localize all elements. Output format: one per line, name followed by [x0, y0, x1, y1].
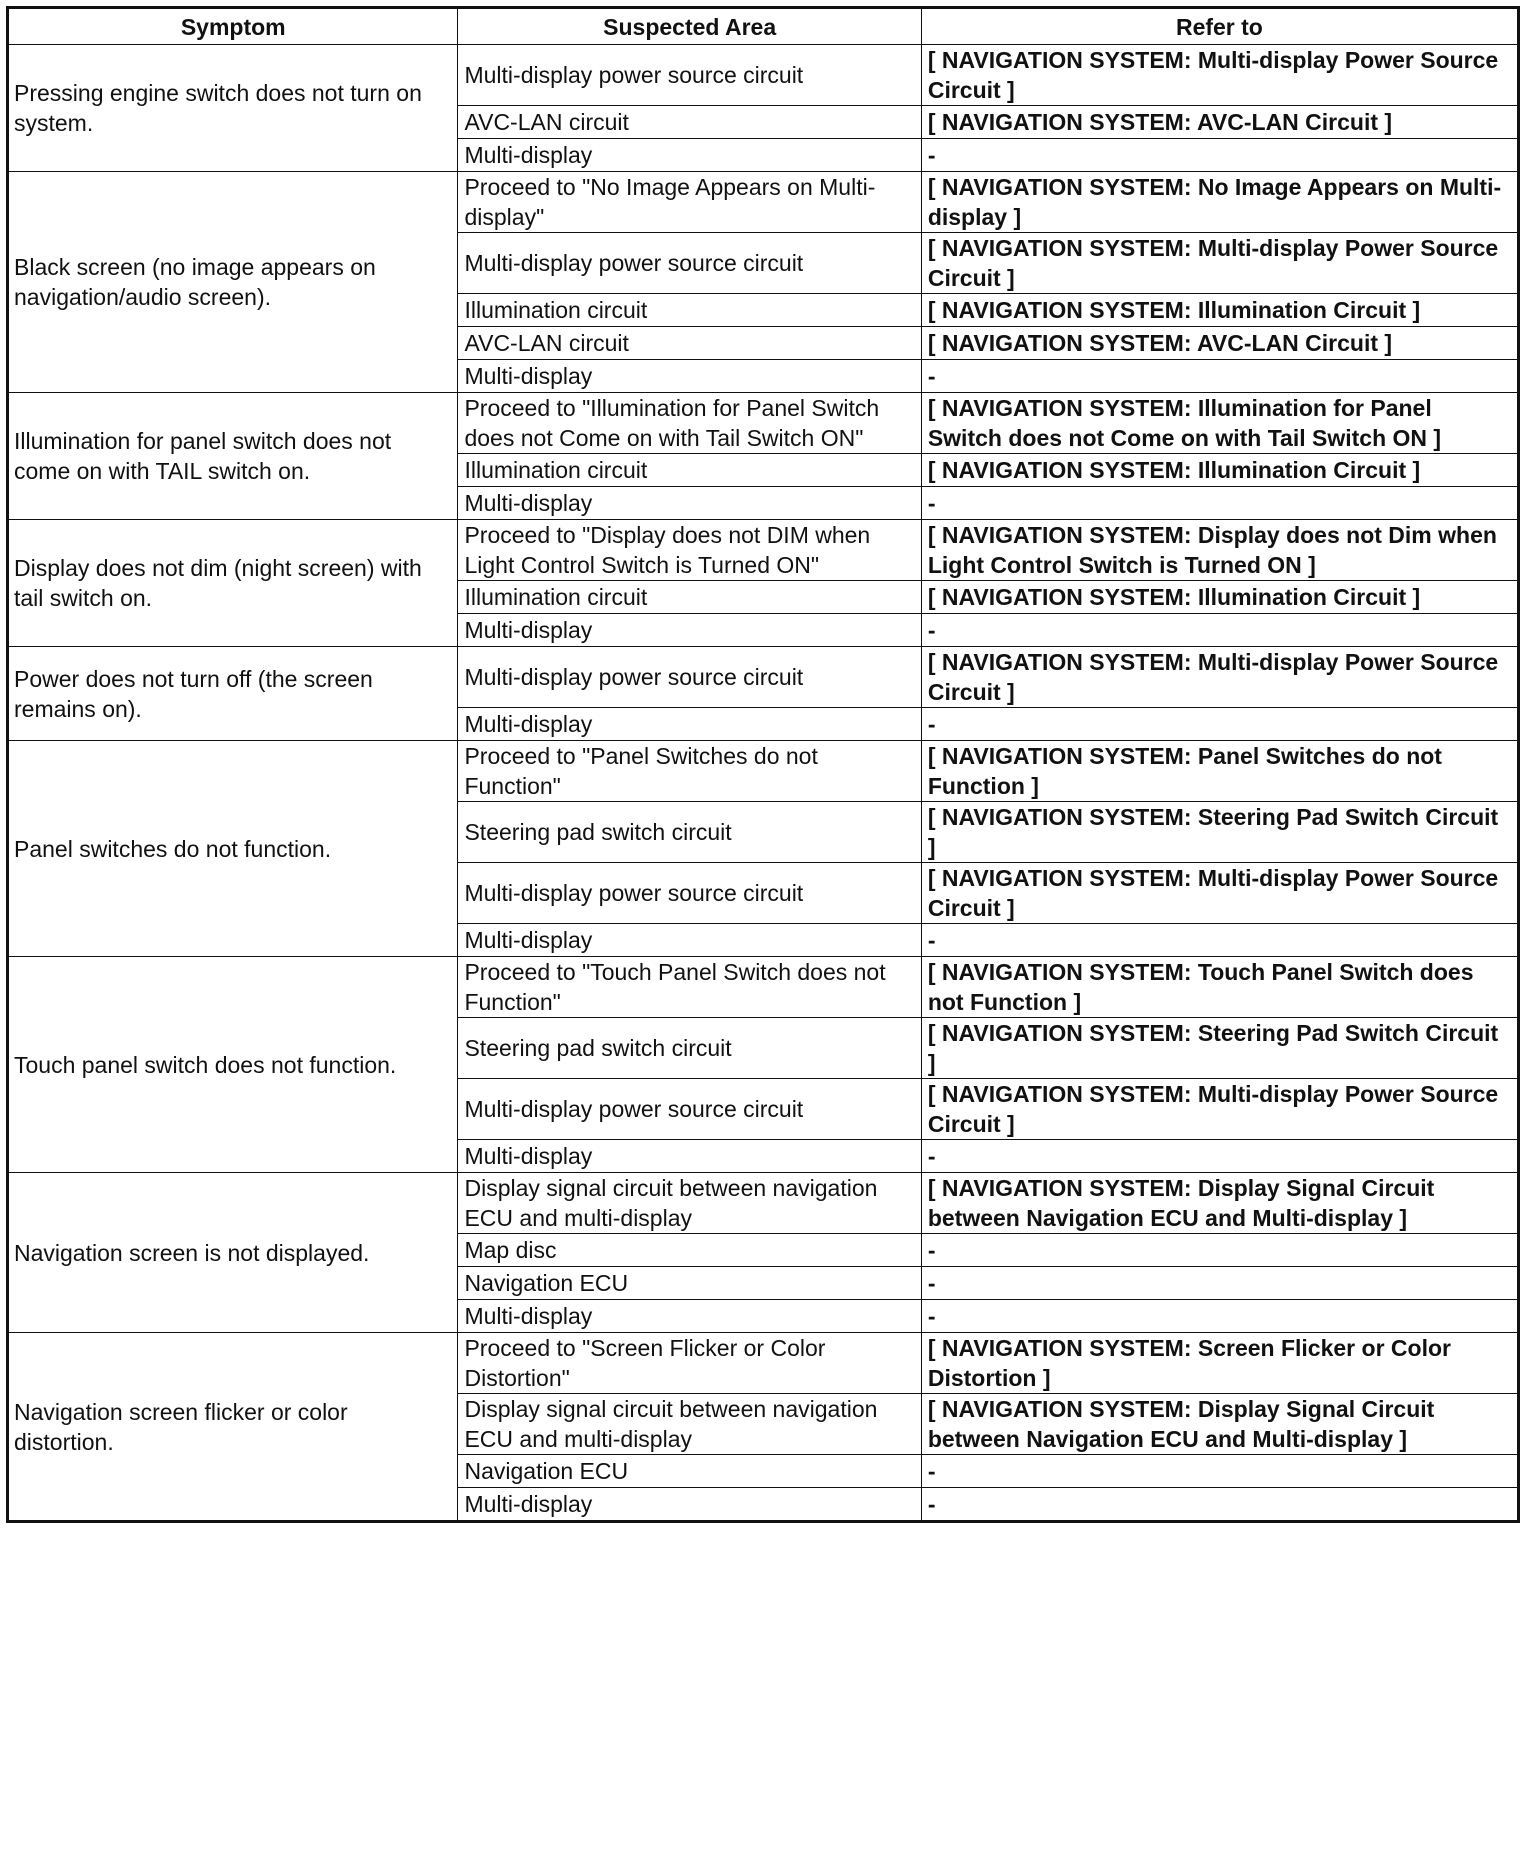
- refer-to-cell: [ NAVIGATION SYSTEM: AVC-LAN Circuit ]: [921, 106, 1518, 139]
- table-row: [8, 520, 1519, 581]
- page: [6, 6, 1520, 1523]
- suspected-area-cell: Multi-display: [458, 614, 921, 647]
- suspected-area-cell: Steering pad switch circuit: [458, 802, 921, 863]
- refer-to-cell: [ NAVIGATION SYSTEM: Steering Pad Switch Circuit ]: [921, 802, 1518, 863]
- table-row: [8, 393, 1519, 454]
- header-refer-to: Refer to: [921, 8, 1518, 45]
- refer-to-cell: -: [921, 1488, 1518, 1522]
- suspected-area-cell: AVC-LAN circuit: [458, 327, 921, 360]
- symptom-cell: Navigation screen flicker or color distortion.: [8, 1333, 458, 1522]
- suspected-area-cell: Multi-display power source circuit: [458, 647, 921, 708]
- header-row: [8, 8, 1519, 45]
- refer-to-cell: -: [921, 924, 1518, 957]
- suspected-area-cell: Multi-display power source circuit: [458, 1079, 921, 1140]
- suspected-area-cell: Proceed to "No Image Appears on Multi-display": [458, 172, 921, 233]
- suspected-area-cell: Navigation ECU: [458, 1267, 921, 1300]
- refer-to-cell: [ NAVIGATION SYSTEM: AVC-LAN Circuit ]: [921, 327, 1518, 360]
- suspected-area-cell: Multi-display: [458, 924, 921, 957]
- refer-to-cell: [ NAVIGATION SYSTEM: No Image Appears on Multi-display ]: [921, 172, 1518, 233]
- suspected-area-cell: Map disc: [458, 1234, 921, 1267]
- header-symptom: Symptom: [8, 8, 458, 45]
- suspected-area-cell: Multi-display power source circuit: [458, 863, 921, 924]
- refer-to-cell: -: [921, 708, 1518, 741]
- suspected-area-cell: Multi-display: [458, 487, 921, 520]
- suspected-area-cell: Multi-display: [458, 1140, 921, 1173]
- troubleshooting-table: [6, 6, 1520, 1523]
- refer-to-cell: [ NAVIGATION SYSTEM: Illumination Circuit ]: [921, 294, 1518, 327]
- suspected-area-cell: Illumination circuit: [458, 294, 921, 327]
- header-suspected-area: Suspected Area: [458, 8, 921, 45]
- suspected-area-cell: Display signal circuit between navigation ECU and multi-display: [458, 1173, 921, 1234]
- refer-to-cell: [ NAVIGATION SYSTEM: Display does not Dim when Light Control Switch is Turned ON ]: [921, 520, 1518, 581]
- refer-to-cell: [ NAVIGATION SYSTEM: Steering Pad Switch Circuit ]: [921, 1018, 1518, 1079]
- suspected-area-cell: Display signal circuit between navigation ECU and multi-display: [458, 1394, 921, 1455]
- refer-to-cell: [ NAVIGATION SYSTEM: Multi-display Power Source Circuit ]: [921, 45, 1518, 106]
- suspected-area-cell: Proceed to "Touch Panel Switch does not Function": [458, 957, 921, 1018]
- refer-to-cell: [ NAVIGATION SYSTEM: Illumination Circuit ]: [921, 454, 1518, 487]
- refer-to-cell: [ NAVIGATION SYSTEM: Illumination for Panel Switch does not Come on with Tail Switch ON ]: [921, 393, 1518, 454]
- table-row: [8, 172, 1519, 233]
- suspected-area-cell: AVC-LAN circuit: [458, 106, 921, 139]
- suspected-area-cell: Multi-display: [458, 360, 921, 393]
- table-row: [8, 957, 1519, 1018]
- suspected-area-cell: Multi-display power source circuit: [458, 45, 921, 106]
- suspected-area-cell: Proceed to "Screen Flicker or Color Distortion": [458, 1333, 921, 1394]
- refer-to-cell: [ NAVIGATION SYSTEM: Panel Switches do not Function ]: [921, 741, 1518, 802]
- suspected-area-cell: Multi-display: [458, 708, 921, 741]
- suspected-area-cell: Illumination circuit: [458, 454, 921, 487]
- suspected-area-cell: Illumination circuit: [458, 581, 921, 614]
- symptom-cell: Navigation screen is not displayed.: [8, 1173, 458, 1333]
- suspected-area-cell: Proceed to "Display does not DIM when Light Control Switch is Turned ON": [458, 520, 921, 581]
- refer-to-cell: [ NAVIGATION SYSTEM: Touch Panel Switch does not Function ]: [921, 957, 1518, 1018]
- refer-to-cell: -: [921, 139, 1518, 172]
- symptom-cell: Power does not turn off (the screen remains on).: [8, 647, 458, 741]
- refer-to-cell: -: [921, 1455, 1518, 1488]
- suspected-area-cell: Multi-display: [458, 1488, 921, 1522]
- symptom-cell: Illumination for panel switch does not come on with TAIL switch on.: [8, 393, 458, 520]
- suspected-area-cell: Proceed to "Illumination for Panel Switch does not Come on with Tail Switch ON": [458, 393, 921, 454]
- refer-to-cell: [ NAVIGATION SYSTEM: Illumination Circuit ]: [921, 581, 1518, 614]
- suspected-area-cell: Navigation ECU: [458, 1455, 921, 1488]
- refer-to-cell: -: [921, 1140, 1518, 1173]
- symptom-cell: Panel switches do not function.: [8, 741, 458, 957]
- suspected-area-cell: Multi-display: [458, 1300, 921, 1333]
- table-row: [8, 647, 1519, 708]
- refer-to-cell: -: [921, 1300, 1518, 1333]
- refer-to-cell: -: [921, 487, 1518, 520]
- table-row: [8, 1173, 1519, 1234]
- suspected-area-cell: Proceed to "Panel Switches do not Function": [458, 741, 921, 802]
- refer-to-cell: -: [921, 360, 1518, 393]
- refer-to-cell: [ NAVIGATION SYSTEM: Multi-display Power Source Circuit ]: [921, 1079, 1518, 1140]
- table-row: [8, 741, 1519, 802]
- refer-to-cell: [ NAVIGATION SYSTEM: Display Signal Circuit between Navigation ECU and Multi-display ]: [921, 1394, 1518, 1455]
- symptom-cell: Touch panel switch does not function.: [8, 957, 458, 1173]
- table-body: [8, 45, 1519, 1522]
- suspected-area-cell: Multi-display: [458, 139, 921, 172]
- refer-to-cell: [ NAVIGATION SYSTEM: Screen Flicker or Color Distortion ]: [921, 1333, 1518, 1394]
- table-row: [8, 1333, 1519, 1394]
- refer-to-cell: [ NAVIGATION SYSTEM: Multi-display Power Source Circuit ]: [921, 233, 1518, 294]
- symptom-cell: Display does not dim (night screen) with tail switch on.: [8, 520, 458, 647]
- refer-to-cell: -: [921, 1234, 1518, 1267]
- symptom-cell: Black screen (no image appears on navigation/audio screen).: [8, 172, 458, 393]
- refer-to-cell: [ NAVIGATION SYSTEM: Multi-display Power Source Circuit ]: [921, 863, 1518, 924]
- table-row: [8, 45, 1519, 106]
- refer-to-cell: -: [921, 1267, 1518, 1300]
- symptom-cell: Pressing engine switch does not turn on system.: [8, 45, 458, 172]
- refer-to-cell: -: [921, 614, 1518, 647]
- refer-to-cell: [ NAVIGATION SYSTEM: Display Signal Circuit between Navigation ECU and Multi-display ]: [921, 1173, 1518, 1234]
- suspected-area-cell: Steering pad switch circuit: [458, 1018, 921, 1079]
- suspected-area-cell: Multi-display power source circuit: [458, 233, 921, 294]
- refer-to-cell: [ NAVIGATION SYSTEM: Multi-display Power Source Circuit ]: [921, 647, 1518, 708]
